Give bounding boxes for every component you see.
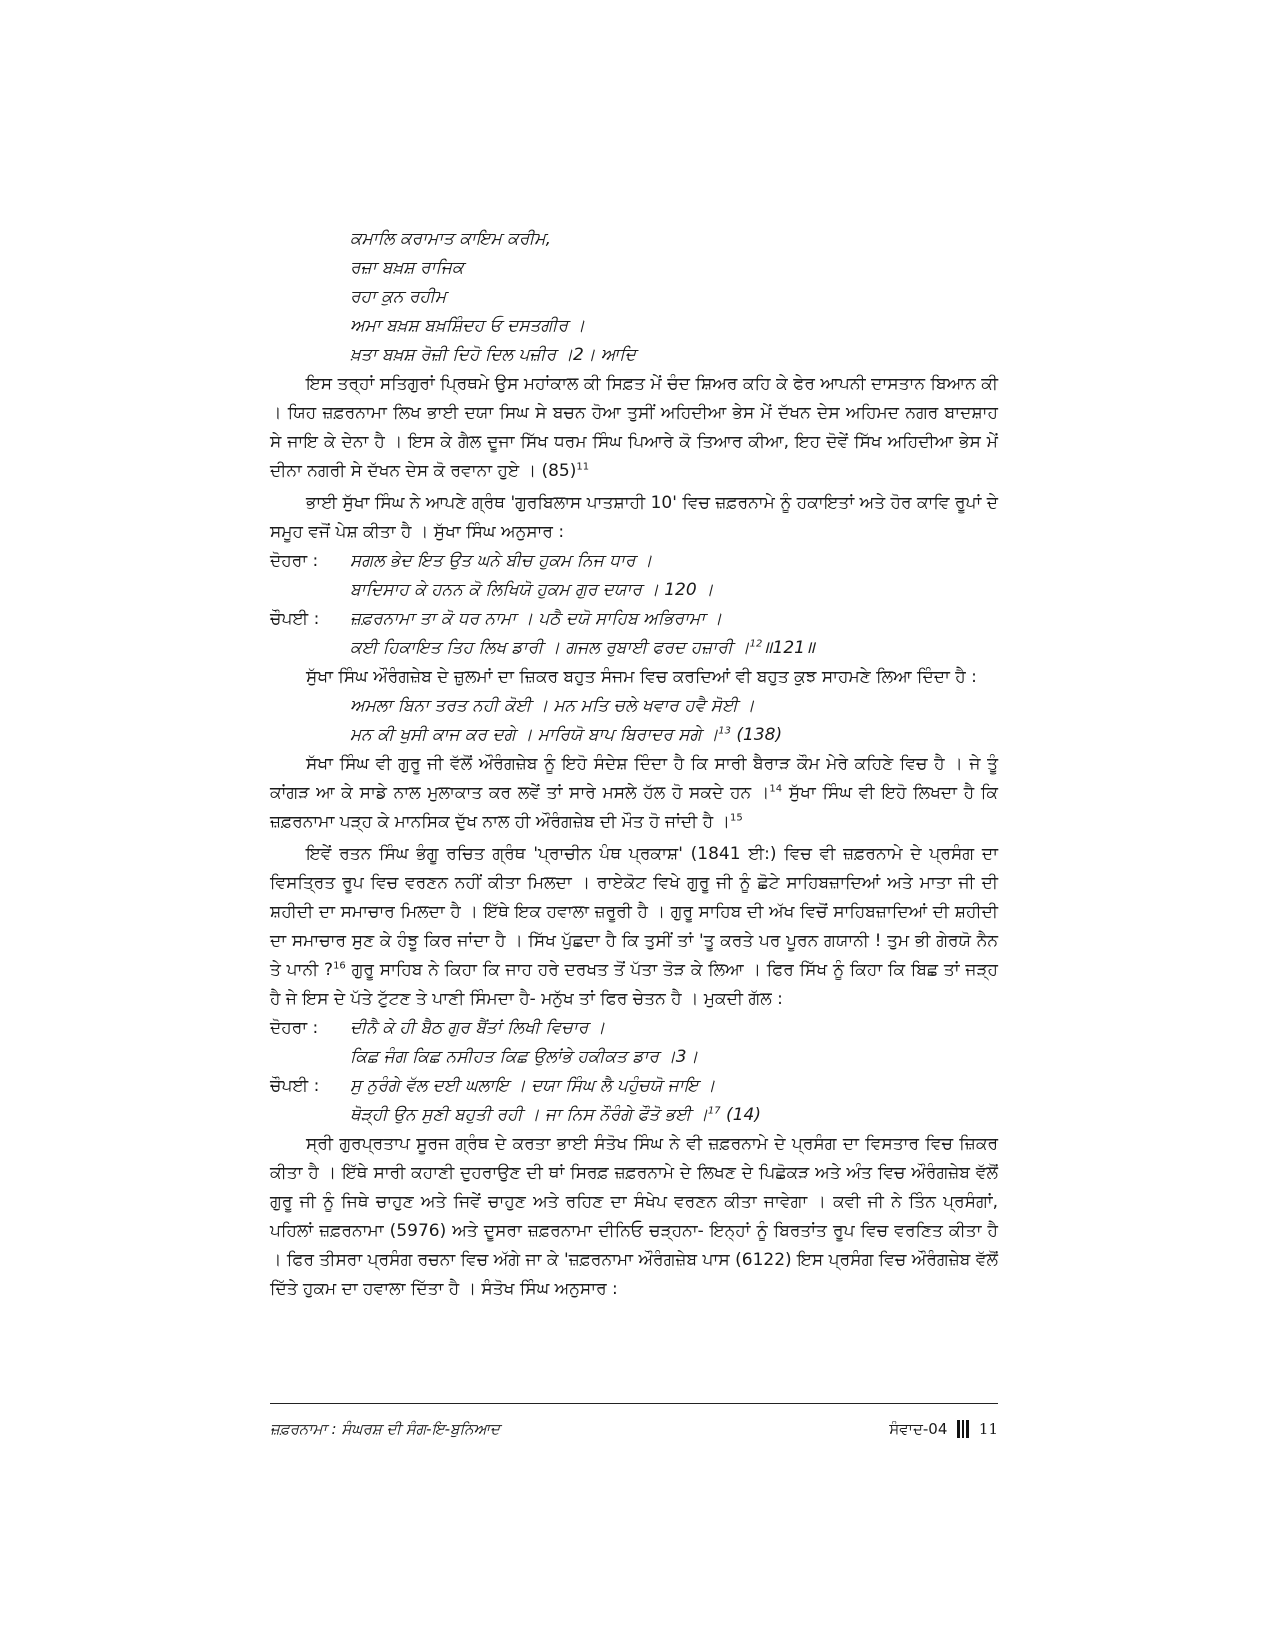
verse-block-2 — [270, 547, 998, 663]
verse-line: ਕਈ ਹਿਕਾਇਤ ਤਿਹ ਲਿਖ ਡਾਰੀ । ਗਜਲ ਰੁਬਾਈ ਫਰਦ ਹਜ਼ਾਰੀ । — [350, 638, 750, 658]
verse-line: ਕਮਾਲਿ ਕਰਾਮਾਤ ਕਾਇਮ ਕਰੀਮ, — [350, 229, 551, 249]
paragraph-text: ਭਾਈ ਸੁੱਖਾ ਸਿੰਘ ਨੇ ਆਪਣੇ ਗ੍ਰੰਥ 'ਗੁਰਬਿਲਾਸ ਪਾਤਸ਼ਾਹੀ 10' ਵਿਚ ਜ਼ਫ਼ਰਨਾਮੇ ਨੂੰ ਹਕਾਇਤਾਂ ਅਤੇ ਹੋਰ ਕਾਵਿ ਰੂਪਾਂ ਦੇ ਸਮੂਹ ਵਜੋਂ ਪੇਸ਼ ਕੀਤਾ ਹੈ । ਸੁੱਖਾ ਸਿੰਘ ਅਨੁਸਾਰ : — [270, 493, 998, 542]
footnote-ref: 14 — [769, 783, 783, 795]
paragraph-text: ਇਵੇਂ ਰਤਨ ਸਿੰਘ ਭੰਗੂ ਰਚਿਤ ਗ੍ਰੰਥ 'ਪ੍ਰਾਚੀਨ ਪੰਥ ਪ੍ਰਕਾਸ਼' (1841 ਈ:) ਵਿਚ ਵੀ ਜ਼ਫ਼ਰਨਾਮੇ ਦੇ ਪ੍ਰਸੰਗ ਦਾ ਵਿਸਤ੍ਰਿਤ ਰੂਪ ਵਿਚ ਵਰਣਨ ਨਹੀਂ ਕੀਤਾ ਮਿਲਦਾ । ਰਾਏਕੋਟ ਵਿਖੇ ਗੁਰੂ ਜੀ ਨੂੰ ਛੋਟੇ ਸਾਹਿਬਜ਼ਾਦਿਆਂ ਅਤੇ ਮਾਤਾ ਜੀ ਦੀ ਸ਼ਹੀਦੀ ਦਾ ਸਮਾਚਾਰ ਮਿਲਦਾ ਹੈ । ਇੱਥੇ ਇਕ ਹਵਾਲਾ ਜ਼ਰੂਰੀ ਹੈ । ਗੁਰੂ ਸਾਹਿਬ ਦੀ ਅੱਖ ਵਿਚੋਂ ਸਾਹਿਬਜ਼ਾਦਿਆਂ ਦੀ ਸ਼ਹੀਦੀ ਦਾ ਸਮਾਚਾਰ ਸੁਣ ਕੇ ਹੰਝੂ ਕਿਰ ਜਾਂਦਾ ਹੈ । ਸਿੱਖ ਪੁੱਛਦਾ ਹੈ ਕਿ ਤੁਸੀਂ ਤਾਂ 'ਤੂ ਕਰਤੇ ਪਰ ਪੂਰਨ ਗਯਾਨੀ ! ਤੁਮ ਭੀ ਗੇਰਯੋ ਨੈਨ ਤੇ ਪਾਨੀ ? — [270, 844, 998, 980]
footnote-ref: 15 — [730, 812, 743, 824]
verse-line-with-ref — [350, 634, 998, 663]
verse-line: ਜ਼ਫ਼ਰਨਾਮਾ ਤਾ ਕੋ ਧਰ ਨਾਮਾ । ਪਠੈ ਦਯੋ ਸਾਹਿਬ ਅਭਿਰਾਮਾ । — [350, 609, 722, 629]
verse-block-4 — [270, 1014, 998, 1130]
paragraph-text: ਸੁੱਖਾ ਸਿੰਘ ਔਰੰਗਜ਼ੇਬ ਦੇ ਜ਼ੁਲਮਾਂ ਦਾ ਜ਼ਿਕਰ ਬਹੁਤ ਸੰਜਮ ਵਿਚ ਕਰਦਿਆਂ ਵੀ ਬਹੁਤ ਕੁਝ ਸਾਹਮਣੇ ਲਿਆ ਦਿੰਦਾ ਹੈ : — [306, 667, 977, 687]
verse-block-1 — [270, 225, 998, 370]
verse-line: ਅਮਲਾ ਬਿਨਾ ਤਰਤ ਨਹੀ ਕੋਈ । ਮਨ ਮਤਿ ਚਲੇ ਖਵਾਰ ਹਵੈ ਸੋਈ । — [350, 696, 755, 716]
verse-line: ਰਹਾ ਕੁਨ ਰਹੀਮ — [350, 287, 447, 307]
running-title: ਜ਼ਫ਼ਰਨਾਮਾ : ਸੰਘਰਸ਼ ਦੀ ਸੰਗ-ਇ-ਬੁਨਿਆਦ — [270, 1420, 500, 1438]
verse-line: ਸਗਲ ਭੇਦ ਇਤ ਉਤ ਘਨੇ ਬੀਚ ਹੁਕਮ ਨਿਜ ਧਾਰ । — [350, 551, 653, 571]
bars-ornament-icon — [957, 1420, 969, 1438]
verse-line: ਥੋੜ੍ਹੀ ਉਨ ਸੁਣੀ ਬਹੁਤੀ ਰਹੀ । ਜਾ ਨਿਸ ਨੌਰੰਗੇ ਫੌਤੋ ਭਈ । — [350, 1105, 708, 1125]
verse-label — [270, 1043, 350, 1072]
verse-line: ਕਿਛ ਜੰਗ ਕਿਛ ਨਸੀਹਤ ਕਿਛ ਉਲਾਂਭੇ ਹਕੀਕਤ ਡਾਰ ।3। — [350, 1047, 699, 1067]
footer-divider — [270, 1403, 998, 1404]
paragraph-text: ਸੱਖਾ ਸਿੰਘ ਵੀ ਗੁਰੂ ਜੀ ਵੱਲੋਂ ਔਰੰਗਜ਼ੇਬ ਨੂੰ ਇਹੋ ਸੰਦੇਸ਼ ਦਿੰਦਾ ਹੈ ਕਿ ਸਾਰੀ ਬੈਰਾੜ ਕੌਮ ਮੇਰੇ ਕਹਿਣੇ ਵਿਚ ਹੈ । ਜੇ ਤੂੰ ਕਾਂਗੜ ਆ ਕੇ ਸਾਡੇ ਨਾਲ ਮੁਲਾਕਾਤ ਕਰ ਲਵੇਂ ਤਾਂ ਸਾਰੇ ਮਸਲੇ ਹੱਲ ਹੋ ਸਕਦੇ ਹਨ । — [270, 754, 998, 803]
paragraph-text: ਇਸ ਤਰ੍ਹਾਂ ਸਤਿਗੁਰਾਂ ਪ੍ਰਿਥਮੇ ਉਸ ਮਹਾਂਕਾਲ ਕੀ ਸਿਫ਼ਤ ਮੇਂ ਚੰਦ ਸ਼ਿਅਰ ਕਹਿ ਕੇ ਫੇਰ ਆਪਨੀ ਦਾਸਤਾਨ ਬਿਆਨ ਕੀ । ਯਿਹ ਜ਼ਫ਼ਰਨਾਮਾ ਲਿਖ ਭਾਈ ਦਯਾ ਸਿਘ ਸੇ ਬਚਨ ਹੋਆ ਤੁਸੀਂ ਅਹਿਦੀਆ ਭੇਸ ਮੇਂ ਦੱਖਨ ਦੇਸ ਅਹਿਮਦ ਨਗਰ ਬਾਦਸ਼ਾਹ ਸੇ ਜਾਇ ਕੇ ਦੇਨਾ ਹੈ । ਇਸ ਕੇ ਗੈਲ ਦੂਜਾ ਸਿੱਖ ਧਰਮ ਸਿੰਘ ਪਿਆਰੇ ਕੋ ਤਿਆਰ ਕੀਆ, ਇਹ ਦੋਵੇਂ ਸਿੱਖ ਅਹਿਦੀਆ ਭੇਸ ਮੇਂ ਦੀਨਾ ਨਗਰੀ ਸੇ ਦੱਖਨ ਦੇਸ ਕੋ ਰਵਾਨਾ ਹੁਏ । (85) — [270, 374, 998, 481]
verse-line-with-ref — [350, 1101, 998, 1130]
verse-row — [270, 1072, 998, 1101]
footnote-ref: 13 — [718, 725, 732, 737]
body-text — [270, 225, 998, 1304]
footnote-ref: 16 — [333, 960, 346, 972]
paragraph-6 — [270, 1130, 998, 1304]
verse-line: ਖ਼ਤਾ ਬਖ਼ਸ਼ ਰੋਜ਼ੀ ਦਿਹੋ ਦਿਲ ਪਜ਼ੀਰ ।2। ਆਦਿ — [350, 345, 636, 365]
verse-label — [270, 576, 350, 605]
paragraph-3 — [270, 663, 998, 692]
paragraph-text: ਗੁਰੂ ਸਾਹਿਬ ਨੇ ਕਿਹਾ ਕਿ ਜਾਹ ਹਰੇ ਦਰਖਤ ਤੋਂ ਪੱਤਾ ਤੋੜ ਕੇ ਲਿਆ । ਫਿਰ ਸਿੱਖ ਨੂੰ ਕਿਹਾ ਕਿ ਬਿਛ ਤਾਂ ਜੜ੍ਹ ਹੈ ਜੇ ਇਸ ਦੇ ਪੱਤੇ ਟੁੱਟਣ ਤੇ ਪਾਣੀ ਸਿੰਮਦਾ ਹੈ- ਮਨੁੱਖ ਤਾਂ ਫਿਰ ਚੇਤਨ ਹੈ । ਮੁਕਦੀ ਗੱਲ : — [270, 960, 998, 1009]
verse-row — [270, 1014, 998, 1043]
paragraph-2 — [270, 489, 998, 547]
footnote-ref: 12 — [749, 638, 763, 650]
verse-line: ਬਾਦਿਸਾਹ ਕੇ ਹਨਨ ਕੋ ਲਿਖਿਯੋ ਹੁਕਮ ਗੁਰ ਦਯਾਰ । 120 । — [350, 580, 714, 600]
verse-label: ਚੌਪਈ : — [270, 1076, 320, 1096]
verse-number: ॥121॥ — [762, 638, 816, 658]
paragraph-4 — [270, 750, 998, 837]
verse-label: ਦੋਹਰਾ : — [270, 551, 319, 571]
paragraph-text: ਸੁੱਖਾ ਸਿੰਘ ਵੀ ਇਹੋ ਲਿਖਦਾ ਹੈ ਕਿ ਜ਼ਫ਼ਰਨਾਮਾ ਪੜ੍ਹ ਕੇ ਮਾਨਸਿਕ ਦੁੱਖ ਨਾਲ ਹੀ ਔਰੰਗਜ਼ੇਬ ਦੀ ਮੌਤ ਹੋ ਜਾਂਦੀ ਹੈ । — [270, 783, 998, 832]
paragraph-5 — [270, 840, 998, 1014]
verse-row — [270, 605, 998, 634]
verse-label: ਚੌਪਈ : — [270, 609, 320, 629]
verse-line: ਸੁ ਨੁਰੰਗੇ ਵੱਲ ਦਈ ਘਲਾਇ । ਦਯਾ ਸਿੰਘ ਲੈ ਪਹੁੰਚਯੋ ਜਾਇ । — [350, 1076, 716, 1096]
verse-number: (14) — [720, 1105, 761, 1125]
paragraph-1 — [270, 370, 998, 486]
footer-right — [889, 1420, 998, 1438]
verse-line: ਦੀਨੈ ਕੇ ਹੀ ਬੈਠ ਗੁਰ ਬੈਂਤਾਂ ਲਿਖੀ ਵਿਚਾਰ । — [350, 1018, 606, 1038]
verse-label — [270, 634, 350, 663]
verse-label: ਦੋਹਰਾ : — [270, 1018, 319, 1038]
verse-line: ਮਨ ਕੀ ਖੁਸੀ ਕਾਜ ਕਰ ਦਗੇ । ਮਾਰਿਯੋ ਬਾਪ ਬਿਰਾਦਰ ਸਗੇ । — [350, 725, 719, 745]
footnote-ref: 17 — [707, 1105, 721, 1117]
paragraph-text: ਸ੍ਰੀ ਗੁਰਪ੍ਰਤਾਪ ਸੂਰਜ ਗ੍ਰੰਥ ਦੇ ਕਰਤਾ ਭਾਈ ਸੰਤੋਖ ਸਿੰਘ ਨੇ ਵੀ ਜ਼ਫ਼ਰਨਾਮੇ ਦੇ ਪ੍ਰਸੰਗ ਦਾ ਵਿਸਤਾਰ ਵਿਚ ਜ਼ਿਕਰ ਕੀਤਾ ਹੈ । ਇੱਥੇ ਸਾਰੀ ਕਹਾਣੀ ਦੁਹਰਾਉਣ ਦੀ ਥਾਂ ਸਿਰਫ਼ ਜ਼ਫ਼ਰਨਾਮੇ ਦੇ ਲਿਖਣ ਦੇ ਪਿਛੋਕੜ ਅਤੇ ਅੰਤ ਵਿਚ ਔਰੰਗਜ਼ੇਬ ਵੱਲੋਂ ਗੁਰੂ ਜੀ ਨੂੰ ਜਿਥੇ ਚਾਹੁਣ ਅਤੇ ਜਿਵੇਂ ਚਾਹੁਣ ਅਤੇ ਰਹਿਣ ਦਾ ਸੰਖੇਪ ਵਰਣਨ ਕੀਤਾ ਜਾਵੇਗਾ । ਕਵੀ ਜੀ ਨੇ ਤਿੰਨ ਪ੍ਰਸੰਗਾਂ, ਪਹਿਲਾਂ ਜ਼ਫ਼ਰਨਾਮਾ (5976) ਅਤੇ ਦੂਸਰਾ ਜ਼ਫ਼ਰਨਾਮਾ ਦੀਨਿਓ ਚੜ੍ਹਨਾ- ਇਨ੍ਹਾਂ ਨੂੰ ਬਿਰਤਾਂਤ ਰੂਪ ਵਿਚ ਵਰਣਿਤ ਕੀਤਾ ਹੈ । ਫਿਰ ਤੀਸਰਾ ਪ੍ਰਸੰਗ ਰਚਨਾ ਵਿਚ ਅੱਗੇ ਜਾ ਕੇ 'ਜ਼ਫ਼ਰਨਾਮਾ ਔਰੰਗਜ਼ੇਬ ਪਾਸ (6122) ਇਸ ਪ੍ਰਸੰਗ ਵਿਚ ਔਰੰਗਜ਼ੇਬ ਵੱਲੋਂ ਦਿੱਤੇ ਹੁਕਮ ਦਾ ਹਵਾਲਾ ਦਿੱਤਾ ਹੈ । ਸੰਤੋਖ ਸਿੰਘ ਅਨੁਸਾਰ : — [270, 1134, 998, 1299]
verse-row — [270, 1043, 998, 1072]
verse-label — [270, 1101, 350, 1130]
verse-row — [270, 1101, 998, 1130]
verse-number: (138) — [731, 725, 783, 745]
page-number: 11 — [978, 1420, 998, 1438]
verse-block-3 — [270, 692, 998, 750]
verse-line: ਰਜ਼ਾ ਬਖ਼ਸ਼ ਰਾਜਿਕ — [350, 258, 464, 278]
verse-row — [270, 576, 998, 605]
verse-row — [270, 634, 998, 663]
verse-row — [270, 547, 998, 576]
footnote-ref: 11 — [576, 461, 590, 473]
verse-line-with-ref — [350, 721, 998, 750]
verse-line: ਅਮਾ ਬਖ਼ਸ਼ ਬਖ਼ਸ਼ਿੰਦਹ ਓ ਦਸਤਗੀਰ । — [350, 316, 585, 336]
journal-name: ਸੰਵਾਦ-04 — [889, 1420, 948, 1438]
